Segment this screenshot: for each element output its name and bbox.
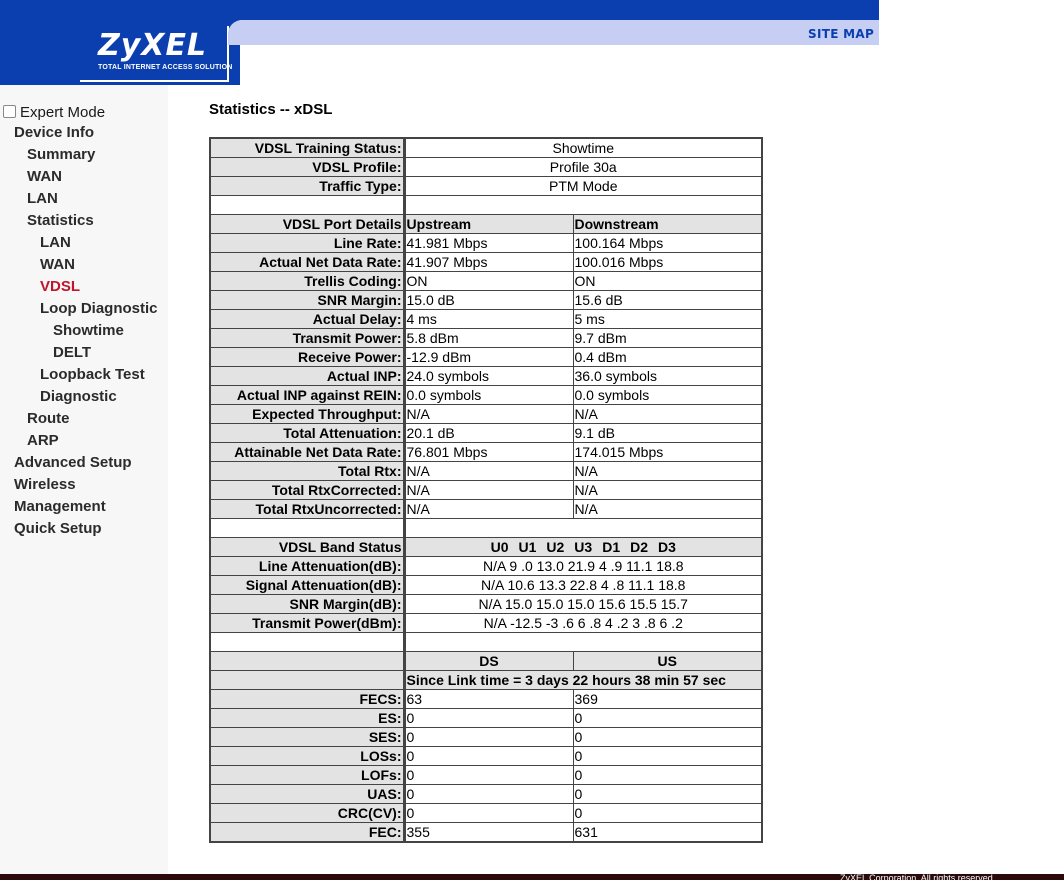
row-label: SES: xyxy=(210,728,404,747)
port-row xyxy=(210,329,762,348)
row-label: Total RtxUncorrected: xyxy=(210,500,404,519)
row-label: UAS: xyxy=(210,785,404,804)
upstream-value: N/A xyxy=(404,462,573,481)
port-row xyxy=(210,424,762,443)
page-title: Statistics -- xDSL xyxy=(209,101,333,118)
sidebar-item-lan[interactable]: LAN xyxy=(40,234,71,251)
errors-row xyxy=(210,709,762,728)
expert-mode-label: Expert Mode xyxy=(20,104,106,121)
site-map-link[interactable]: SITE MAP xyxy=(808,27,875,41)
header-band xyxy=(228,20,879,45)
sidebar-item-loopback-test[interactable]: Loopback Test xyxy=(40,366,145,383)
band-header-row xyxy=(210,538,762,557)
port-row xyxy=(210,405,762,424)
upstream-value: 41.907 Mbps xyxy=(404,253,573,272)
upstream-value: 41.981 Mbps xyxy=(404,234,573,253)
port-row xyxy=(210,443,762,462)
upstream-value: 0.0 symbols xyxy=(404,386,573,405)
since-row xyxy=(210,671,762,690)
row-label: Transmit Power: xyxy=(210,329,404,348)
row-label: Line Rate: xyxy=(210,234,404,253)
row-label: LOFs: xyxy=(210,766,404,785)
band-names xyxy=(404,538,762,557)
port-row xyxy=(210,234,762,253)
expert-mode-checkbox[interactable] xyxy=(3,105,16,118)
downstream-value: ON xyxy=(573,272,762,291)
ds-value: 63 xyxy=(404,690,573,709)
ds-value: 0 xyxy=(404,747,573,766)
row-label: SNR Margin(dB): xyxy=(210,595,404,614)
band-values: N/A -12.5 -3 .6 6 .8 4 .2 3 .8 6 .2 xyxy=(404,614,762,633)
sidebar-item-diagnostic[interactable]: Diagnostic xyxy=(40,388,117,405)
row-label: FEC: xyxy=(210,823,404,843)
errors-row xyxy=(210,747,762,766)
sidebar-item-management[interactable]: Management xyxy=(14,498,106,515)
spacer-cell xyxy=(404,519,762,538)
row-label: Total Rtx: xyxy=(210,462,404,481)
row-label: SNR Margin: xyxy=(210,291,404,310)
ds-header: DS xyxy=(404,652,573,671)
downstream-value: 174.015 Mbps xyxy=(573,443,762,462)
port-header-row xyxy=(210,215,762,234)
sidebar-item-loop-diagnostic[interactable]: Loop Diagnostic xyxy=(40,300,158,317)
us-value: 0 xyxy=(573,785,762,804)
band-name: U2 xyxy=(546,539,565,555)
sidebar-item-lan[interactable]: LAN xyxy=(27,190,58,207)
upstream-value: ON xyxy=(404,272,573,291)
spacer-row xyxy=(210,519,762,538)
row-value: PTM Mode xyxy=(404,177,762,196)
zyxel-logo[interactable] xyxy=(80,26,233,82)
band-name: U1 xyxy=(518,539,537,555)
band-values: N/A 10.6 13.3 22.8 4 .8 11.1 18.8 xyxy=(404,576,762,595)
row-label: CRC(CV): xyxy=(210,804,404,823)
ds-value: 0 xyxy=(404,709,573,728)
us-value: 369 xyxy=(573,690,762,709)
errors-row xyxy=(210,766,762,785)
row-label: Expected Throughput: xyxy=(210,405,404,424)
upstream-header: Upstream xyxy=(404,215,573,234)
sidebar-item-summary[interactable]: Summary xyxy=(27,146,96,163)
xdsl-statistics-table xyxy=(209,137,763,843)
downstream-value: N/A xyxy=(573,462,762,481)
port-row xyxy=(210,500,762,519)
errors-row xyxy=(210,785,762,804)
sidebar-item-quick-setup[interactable]: Quick Setup xyxy=(14,520,102,537)
row-label: Transmit Power(dBm): xyxy=(210,614,404,633)
upstream-value: N/A xyxy=(404,481,573,500)
band-name: D3 xyxy=(658,539,676,555)
band-name: U0 xyxy=(490,539,509,555)
since-link-time: Since Link time = 3 days 22 hours 38 min 57 sec xyxy=(404,671,762,690)
status-row xyxy=(210,158,762,177)
band-status-header: VDSL Band Status xyxy=(210,538,404,557)
errors-row xyxy=(210,690,762,709)
port-details-header: VDSL Port Details xyxy=(210,215,404,234)
port-row xyxy=(210,253,762,272)
band-row xyxy=(210,595,762,614)
upstream-value: 20.1 dB xyxy=(404,424,573,443)
logo-area xyxy=(0,0,240,85)
band-name: D1 xyxy=(602,539,621,555)
row-label: Traffic Type: xyxy=(210,177,404,196)
row-label: Total Attenuation: xyxy=(210,424,404,443)
spacer-cell xyxy=(210,196,404,215)
downstream-value: N/A xyxy=(573,405,762,424)
us-value: 0 xyxy=(573,747,762,766)
spacer-cell xyxy=(404,633,762,652)
errors-header-row xyxy=(210,652,762,671)
upstream-value: 4 ms xyxy=(404,310,573,329)
ds-value: 355 xyxy=(404,823,573,843)
sidebar-item-statistics[interactable]: Statistics xyxy=(27,212,94,229)
logo-tagline: TOTAL INTERNET ACCESS SOLUTION xyxy=(98,64,233,71)
row-label: VDSL Profile: xyxy=(210,158,404,177)
us-value: 631 xyxy=(573,823,762,843)
row-label: Trellis Coding: xyxy=(210,272,404,291)
sidebar-item-delt[interactable]: DELT xyxy=(53,344,92,361)
downstream-value: 36.0 symbols xyxy=(573,367,762,386)
row-label: Actual INP: xyxy=(210,367,404,386)
downstream-header: Downstream xyxy=(573,215,762,234)
downstream-value: N/A xyxy=(573,500,762,519)
port-row xyxy=(210,310,762,329)
row-label: Actual Delay: xyxy=(210,310,404,329)
sidebar-item-wireless[interactable]: Wireless xyxy=(14,476,76,493)
downstream-value: 0.4 dBm xyxy=(573,348,762,367)
upstream-value: 5.8 dBm xyxy=(404,329,573,348)
us-value: 0 xyxy=(573,728,762,747)
row-value: Showtime xyxy=(404,138,762,158)
since-label xyxy=(210,671,404,690)
downstream-value: 5 ms xyxy=(573,310,762,329)
band-values: N/A 9 .0 13.0 21.9 4 .9 11.1 18.8 xyxy=(404,557,762,576)
port-row xyxy=(210,348,762,367)
upstream-value: 24.0 symbols xyxy=(404,367,573,386)
upstream-value: -12.9 dBm xyxy=(404,348,573,367)
port-row xyxy=(210,481,762,500)
errors-header-label xyxy=(210,652,404,671)
ds-value: 0 xyxy=(404,785,573,804)
row-label: VDSL Training Status: xyxy=(210,138,404,158)
row-label: Actual INP against REIN: xyxy=(210,386,404,405)
row-label: Attainable Net Data Rate: xyxy=(210,443,404,462)
upstream-value: N/A xyxy=(404,500,573,519)
downstream-value: 100.164 Mbps xyxy=(573,234,762,253)
sidebar-item-advanced-setup[interactable]: Advanced Setup xyxy=(14,454,132,471)
ds-value: 0 xyxy=(404,728,573,747)
band-row xyxy=(210,614,762,633)
copyright: ZyXEL Corporation. All rights reserved. xyxy=(840,873,996,883)
upstream-value: 15.0 dB xyxy=(404,291,573,310)
downstream-value: 100.016 Mbps xyxy=(573,253,762,272)
row-label: Line Attenuation(dB): xyxy=(210,557,404,576)
band-name: D2 xyxy=(630,539,649,555)
downstream-value: 9.7 dBm xyxy=(573,329,762,348)
downstream-value: N/A xyxy=(573,481,762,500)
band-name: U3 xyxy=(574,539,593,555)
downstream-value: 15.6 dB xyxy=(573,291,762,310)
errors-row xyxy=(210,804,762,823)
port-row xyxy=(210,272,762,291)
sidebar-item-route[interactable]: Route xyxy=(27,410,70,427)
row-label: Receive Power: xyxy=(210,348,404,367)
us-value: 0 xyxy=(573,709,762,728)
band-row xyxy=(210,557,762,576)
row-label: Actual Net Data Rate: xyxy=(210,253,404,272)
sidebar-item-showtime[interactable]: Showtime xyxy=(53,322,124,339)
errors-row xyxy=(210,823,762,843)
ds-value: 0 xyxy=(404,766,573,785)
us-value: 0 xyxy=(573,804,762,823)
port-row xyxy=(210,291,762,310)
sidebar-item-wan[interactable]: WAN xyxy=(27,168,62,185)
status-row xyxy=(210,138,762,158)
row-value: Profile 30a xyxy=(404,158,762,177)
us-value: 0 xyxy=(573,766,762,785)
expert-mode-toggle[interactable] xyxy=(3,102,105,124)
port-row xyxy=(210,462,762,481)
downstream-value: 9.1 dB xyxy=(573,424,762,443)
row-label: FECS: xyxy=(210,690,404,709)
port-row xyxy=(210,386,762,405)
spacer-cell xyxy=(210,633,404,652)
sidebar-item-vdsl[interactable]: VDSL xyxy=(40,278,81,295)
downstream-value: 0.0 symbols xyxy=(573,386,762,405)
sidebar-item-device-info[interactable]: Device Info xyxy=(14,124,95,141)
row-label: Signal Attenuation(dB): xyxy=(210,576,404,595)
ds-value: 0 xyxy=(404,804,573,823)
errors-row xyxy=(210,728,762,747)
port-row xyxy=(210,367,762,386)
band-values: N/A 15.0 15.0 15.0 15.6 15.5 15.7 xyxy=(404,595,762,614)
sidebar-item-wan[interactable]: WAN xyxy=(40,256,75,273)
upstream-value: 76.801 Mbps xyxy=(404,443,573,462)
row-label: LOSs: xyxy=(210,747,404,766)
sidebar-item-arp[interactable]: ARP xyxy=(27,432,59,449)
status-row xyxy=(210,177,762,196)
band-row xyxy=(210,576,762,595)
spacer-cell xyxy=(404,196,762,215)
row-label: ES: xyxy=(210,709,404,728)
logo-text: ZyXEL xyxy=(98,28,208,63)
spacer-cell xyxy=(210,519,404,538)
row-label: Total RtxCorrected: xyxy=(210,481,404,500)
us-header: US xyxy=(573,652,762,671)
sidebar xyxy=(0,85,168,880)
spacer-row xyxy=(210,633,762,652)
upstream-value: N/A xyxy=(404,405,573,424)
spacer-row xyxy=(210,196,762,215)
